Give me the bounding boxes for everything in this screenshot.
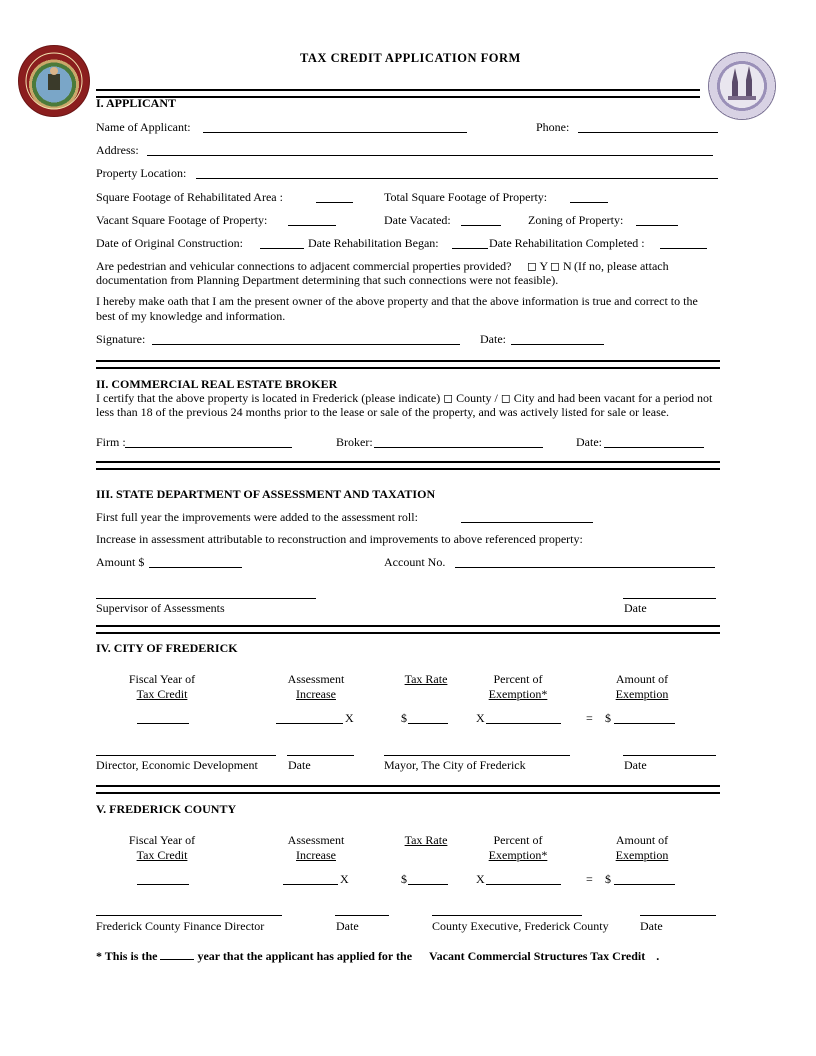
date-rehab-began-label: Date Rehabilitation Began: — [308, 236, 439, 250]
city-director-date-field[interactable] — [287, 755, 354, 756]
firm-field[interactable] — [125, 447, 292, 448]
supervisor-signature-field[interactable] — [96, 598, 316, 599]
name-of-applicant-label: Name of Applicant: — [96, 120, 191, 134]
city-checkbox[interactable]: ◻ — [500, 391, 511, 405]
connections-yes-checkbox[interactable]: ◻ Y — [527, 259, 549, 273]
account-no-field[interactable] — [455, 567, 715, 568]
applicant-date-label: Date: — [480, 332, 506, 346]
finance-director-label: Frederick County Finance Director — [96, 919, 265, 933]
county-col-assessment — [266, 833, 366, 862]
footnote-part2: year that the applicant has applied for the — [197, 949, 413, 963]
city-col-fiscal-year — [112, 672, 212, 701]
property-location-label: Property Location: — [96, 166, 187, 180]
broker-certification-line1 — [96, 391, 712, 405]
applicant-date-field[interactable] — [511, 344, 604, 345]
section-city-heading: IV. CITY OF FREDERICK — [96, 641, 238, 655]
county-fiscal-year-field[interactable] — [137, 884, 189, 885]
section-divider — [96, 785, 720, 794]
county-col5-line1: Amount of — [615, 833, 669, 847]
date-construction-field[interactable] — [260, 248, 304, 249]
mayor-label: Mayor, The City of Frederick — [384, 758, 526, 772]
total-sq-footage-field[interactable] — [570, 202, 608, 203]
county-col3-line: Tax Rate — [404, 833, 448, 847]
section-divider — [96, 89, 700, 98]
broker-cert-text: I certify that the above property is located in Frederick (please indicate) — [96, 391, 441, 405]
county-col4-line2: Exemption* — [488, 848, 548, 862]
city-x1: X — [345, 711, 354, 725]
form-title: TAX CREDIT APPLICATION FORM — [300, 51, 521, 65]
vacant-sq-footage-field[interactable] — [288, 225, 336, 226]
footnote — [96, 949, 659, 963]
city-director-date-label: Date — [288, 758, 311, 772]
county-col1-line1: Fiscal Year of — [128, 833, 196, 847]
account-no-label: Account No. — [384, 555, 446, 569]
connections-question-tail: (If no, please attach — [574, 259, 669, 273]
phone-field[interactable] — [578, 132, 718, 133]
footnote-part3: Vacant Commercial Structures Tax Credit — [429, 949, 646, 963]
city-col-assessment — [266, 672, 366, 701]
city-dollar1: $ — [401, 711, 407, 725]
county-col5-line2: Exemption — [615, 848, 669, 862]
city-director-label: Director, Economic Development — [96, 758, 258, 772]
section-county-heading: V. FREDERICK COUNTY — [96, 802, 237, 816]
city-col-amount — [592, 672, 692, 701]
connections-no-label: N — [562, 259, 572, 273]
footnote-year-field[interactable] — [160, 949, 194, 960]
section-divider — [96, 461, 720, 470]
finance-director-signature-field[interactable] — [96, 915, 282, 916]
county-equals: = — [586, 872, 593, 886]
city-director-signature-field[interactable] — [96, 755, 276, 756]
county-col2-line2: Increase — [296, 848, 336, 862]
city-percent-field[interactable] — [486, 723, 561, 724]
signature-label: Signature: — [96, 332, 146, 346]
county-label: County / — [456, 391, 498, 405]
section-applicant-heading: I. APPLICANT — [96, 96, 177, 110]
county-assessment-field[interactable] — [283, 884, 338, 885]
city-col1-line2: Tax Credit — [136, 687, 188, 701]
county-tax-rate-field[interactable] — [408, 884, 448, 885]
county-col-fiscal-year — [112, 833, 212, 862]
address-field[interactable] — [147, 155, 713, 156]
broker-certification-line2: less than 18 of the previous 24 months prior to the lease or sale of the property, and was actively listed for sale or lease. — [96, 405, 670, 419]
connections-no-checkbox[interactable]: ◻ N — [550, 259, 572, 273]
county-dollar2: $ — [605, 872, 611, 886]
county-col1-line2: Tax Credit — [136, 848, 188, 862]
finance-director-date-label: Date — [336, 919, 359, 933]
amount-label: Amount $ — [96, 555, 145, 569]
section-divider — [96, 625, 720, 634]
amount-field[interactable] — [149, 567, 242, 568]
supervisor-date-label: Date — [624, 601, 647, 615]
connections-yes-label: Y — [539, 259, 549, 273]
city-label: City and had been vacant for a period not — [513, 391, 713, 405]
footnote-part4: . — [656, 949, 660, 963]
finance-director-date-field[interactable] — [335, 915, 389, 916]
county-col-percent — [468, 833, 568, 862]
city-col2-line2: Increase — [296, 687, 336, 701]
firm-label: Firm : — [96, 435, 126, 449]
zoning-label: Zoning of Property: — [528, 213, 624, 227]
county-percent-field[interactable] — [486, 884, 561, 885]
section-sdat-heading: III. STATE DEPARTMENT OF ASSESSMENT AND TAXATION — [96, 487, 436, 501]
section-divider — [96, 360, 720, 369]
date-rehab-completed-label: Date Rehabilitation Completed : — [489, 236, 645, 250]
section-broker-heading: II. COMMERCIAL REAL ESTATE BROKER — [96, 377, 338, 391]
county-dollar1: $ — [401, 872, 407, 886]
supervisor-label: Supervisor of Assessments — [96, 601, 225, 615]
city-col4-line2: Exemption* — [488, 687, 548, 701]
city-col5-line1: Amount of — [615, 672, 669, 686]
signature-field[interactable] — [152, 344, 460, 345]
date-rehab-completed-field[interactable] — [660, 248, 707, 249]
vacant-sq-footage-label: Vacant Square Footage of Property: — [96, 213, 268, 227]
city-col1-line1: Fiscal Year of — [128, 672, 196, 686]
date-construction-label: Date of Original Construction: — [96, 236, 243, 250]
county-executive-signature-field[interactable] — [432, 915, 582, 916]
city-col5-line2: Exemption — [615, 687, 669, 701]
county-amount-field[interactable] — [614, 884, 675, 885]
county-col4-line1: Percent of — [493, 833, 543, 847]
city-assessment-field[interactable] — [276, 723, 343, 724]
frederick-county-seal — [18, 45, 90, 117]
date-rehab-began-field[interactable] — [452, 248, 488, 249]
city-col2-line1: Assessment — [287, 672, 345, 686]
oath-line-2: best of my knowledge and information. — [96, 309, 286, 323]
city-of-frederick-seal — [708, 52, 776, 120]
city-x2: X — [476, 711, 485, 725]
mayor-date-field[interactable] — [623, 755, 716, 756]
county-executive-date-label: Date — [640, 919, 663, 933]
address-label: Address: — [96, 143, 139, 157]
name-of-applicant-field[interactable] — [203, 132, 467, 133]
property-location-field[interactable] — [196, 178, 718, 179]
county-col2-line1: Assessment — [287, 833, 345, 847]
date-vacated-field[interactable] — [461, 225, 501, 226]
city-col-percent — [468, 672, 568, 701]
sq-footage-rehab-label: Square Footage of Rehabilitated Area : — [96, 190, 283, 204]
broker-date-field[interactable] — [604, 447, 704, 448]
oath-line-1: I hereby make oath that I am the present owner of the above property and that the above information is true and correct to the — [96, 294, 698, 308]
broker-field[interactable] — [374, 447, 543, 448]
sq-footage-rehab-field[interactable] — [316, 202, 353, 203]
connections-question: Are pedestrian and vehicular connections to adjacent commercial properties provided? — [96, 259, 512, 273]
date-vacated-label: Date Vacated: — [384, 213, 451, 227]
first-year-label: First full year the improvements were added to the assessment roll: — [96, 510, 418, 524]
first-year-field[interactable] — [461, 522, 593, 523]
city-col-tax-rate — [386, 672, 466, 686]
footnote-part1: * This is the — [96, 949, 158, 963]
mayor-date-label: Date — [624, 758, 647, 772]
city-col4-line1: Percent of — [493, 672, 543, 686]
zoning-field[interactable] — [636, 225, 678, 226]
county-checkbox[interactable]: ◻ — [443, 391, 454, 405]
county-executive-date-field[interactable] — [640, 915, 716, 916]
county-x2: X — [476, 872, 485, 886]
county-executive-label: County Executive, Frederick County — [432, 919, 609, 933]
city-fiscal-year-field[interactable] — [137, 723, 189, 724]
county-col-amount — [592, 833, 692, 862]
connections-question-line2: documentation from Planning Department determining that such connections were not feasible). — [96, 273, 559, 287]
phone-label: Phone: — [536, 120, 570, 134]
county-x1: X — [340, 872, 349, 886]
city-amount-field[interactable] — [614, 723, 675, 724]
broker-date-label: Date: — [576, 435, 602, 449]
city-col3-line: Tax Rate — [404, 672, 448, 686]
supervisor-date-field[interactable] — [623, 598, 716, 599]
broker-label: Broker: — [336, 435, 373, 449]
city-equals: = — [586, 711, 593, 725]
city-tax-rate-field[interactable] — [408, 723, 448, 724]
total-sq-footage-label: Total Square Footage of Property: — [384, 190, 548, 204]
mayor-signature-field[interactable] — [384, 755, 570, 756]
increase-label: Increase in assessment attributable to reconstruction and improvements to above referenced property: — [96, 532, 583, 546]
county-col-tax-rate — [386, 833, 466, 847]
city-dollar2: $ — [605, 711, 611, 725]
